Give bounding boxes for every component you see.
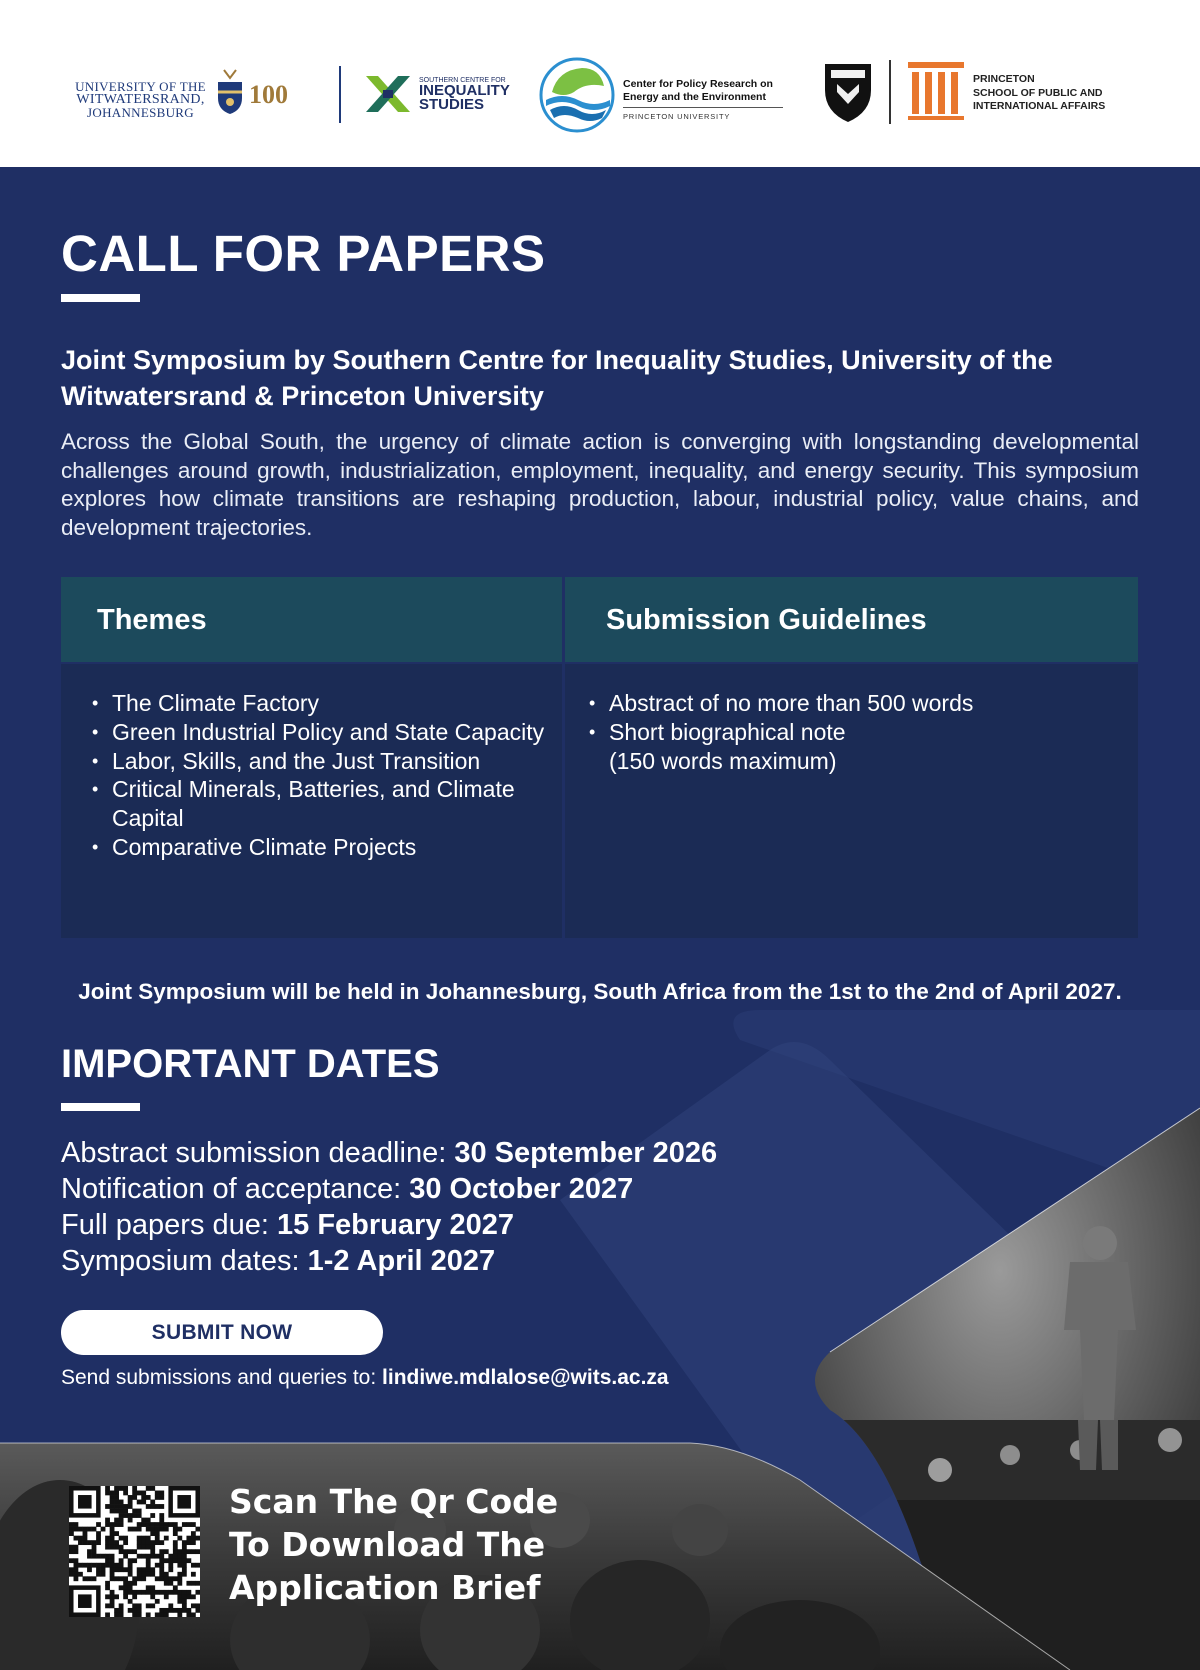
- list-item: • Abstract of no more than 500 words: [589, 689, 864, 718]
- venue-note: Joint Symposium will be held in Johannesburg, South Africa from the 1st to the 2nd of April 2027.: [78, 979, 1122, 1004]
- spia-columns-icon: [906, 60, 966, 122]
- wits-centenary-mark: 100: [249, 80, 288, 109]
- themes-heading: Themes: [97, 604, 207, 636]
- date-symposium: [61, 1243, 495, 1279]
- list-item: • Critical Minerals, Batteries, and Climate Capital: [92, 775, 552, 833]
- spia-name: [973, 73, 1105, 114]
- date-full-papers: [61, 1207, 514, 1243]
- date-label: Abstract submission deadline:: [61, 1137, 455, 1169]
- wits-crest-icon: [216, 68, 244, 116]
- cpree-divider: [623, 107, 783, 108]
- guidelines-header: [565, 577, 1138, 662]
- contact-line: [61, 1366, 669, 1390]
- important-dates-title: IMPORTANT DATES: [61, 1042, 440, 1086]
- logo-divider: [339, 66, 341, 123]
- themes-header: [61, 577, 562, 662]
- qr-line: Scan The Qr Code: [229, 1482, 559, 1521]
- wits-line: UNIVERSITY OF THE: [75, 79, 206, 94]
- list-item: • Labor, Skills, and the Just Transition: [92, 747, 552, 776]
- date-value: 30 September 2026: [454, 1137, 718, 1169]
- qr-instructions: [229, 1480, 558, 1609]
- cpree-globe-icon: [538, 56, 616, 134]
- wits-logo-text: [68, 80, 213, 119]
- guidelines-list: [589, 689, 974, 775]
- themes-list: [92, 689, 552, 862]
- cpree-name: [623, 78, 773, 104]
- guidelines-heading: Submission Guidelines: [606, 604, 927, 636]
- scis-top-text: SOUTHERN CENTRE FOR: [419, 77, 506, 84]
- contact-label: Send submissions and queries to:: [61, 1366, 383, 1389]
- date-value: 30 October 2027: [409, 1173, 634, 1205]
- date-value: 1-2 April 2027: [307, 1245, 496, 1277]
- scis-logo-icon: [362, 70, 414, 118]
- wits-line: JOHANNESBURG: [87, 105, 194, 120]
- date-label: Symposium dates:: [61, 1245, 308, 1277]
- list-item: • The Climate Factory: [92, 689, 552, 718]
- cpree-subtitle: PRINCETON UNIVERSITY: [623, 112, 731, 121]
- dates-underline: [61, 1103, 140, 1111]
- qr-line: Application Brief: [229, 1568, 541, 1607]
- cpree-line: Center for Policy Research on: [623, 78, 773, 90]
- symposium-description: Across the Global South, the urgency of climate action is converging with longstanding developmental challenges around growth, industrialization, employment, inequality, and energy security. This symposium explores how climate transitions are reshaping production, labour, industrial policy, value chains, and development trajectories.: [61, 429, 1139, 540]
- qr-code-icon[interactable]: [69, 1486, 200, 1617]
- spia-line: SCHOOL OF PUBLIC AND: [973, 86, 1103, 99]
- cpree-line: Energy and the Environment: [623, 91, 766, 103]
- list-item: • Comparative Climate Projects: [92, 833, 552, 862]
- date-value: 15 February 2027: [277, 1209, 514, 1241]
- title-underline: [61, 294, 140, 302]
- spia-line: PRINCETON: [973, 73, 1035, 85]
- date-notification: [61, 1171, 633, 1207]
- submit-now-button[interactable]: SUBMIT NOW: [61, 1310, 383, 1355]
- symposium-heading: Joint Symposium by Southern Centre for Inequality Studies, University of the Witwatersrand & Princeton University: [61, 345, 1053, 411]
- princeton-shield-icon: [823, 60, 873, 124]
- wits-line: WITWATERSRAND,: [76, 92, 205, 107]
- scis-line: INEQUALITY: [419, 82, 510, 99]
- logo-divider: [889, 60, 891, 124]
- list-item: • Short biographical note (150 words maximum): [589, 718, 864, 776]
- logo-header: [0, 0, 1200, 167]
- spia-line: INTERNATIONAL AFFAIRS: [973, 100, 1106, 112]
- page-title: CALL FOR PAPERS: [61, 225, 546, 282]
- scis-line: STUDIES: [419, 96, 485, 113]
- date-label: Notification of acceptance:: [61, 1173, 410, 1205]
- date-label: Full papers due:: [61, 1209, 278, 1241]
- list-item: • Green Industrial Policy and State Capacity: [92, 718, 552, 747]
- scis-name: [419, 84, 510, 112]
- qr-line: To Download The: [229, 1525, 546, 1564]
- date-abstract-deadline: [61, 1135, 717, 1171]
- contact-email-link[interactable]: lindiwe.mdlalose@wits.ac.za: [382, 1366, 669, 1389]
